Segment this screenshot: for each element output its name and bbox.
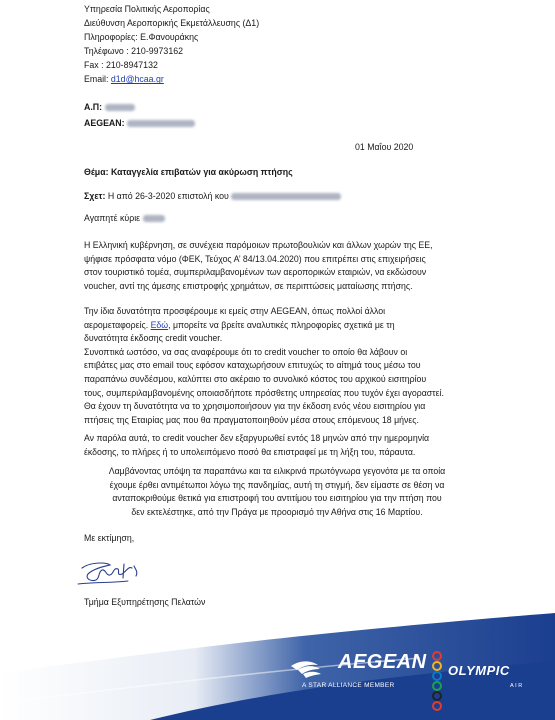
paragraph-line: παραπάνω συνδέσμου, καλύπτει στο ακέραιο το συνολικό κόστος του αρχικού εισιτηρίου: [84, 373, 427, 384]
paragraph-line: Θα έχουν τη δυνατότητα να το χρησιμοποιήσουν για την έκδοση ενός νέου εισιτηρίου για: [84, 401, 426, 412]
aegean-logo: AEGEAN: [338, 651, 427, 673]
paragraph-2: [84, 305, 444, 427]
redacted-name: [231, 193, 341, 200]
olympic-air-label: AIR: [510, 683, 524, 689]
letter-date: 01 Μαΐου 2020: [355, 142, 414, 152]
email-label: Email:: [84, 74, 111, 85]
paragraph-line: Αν παρόλα αυτά, το credit voucher δεν εξαργυρωθεί εντός 18 μηνών από την ημερομηνία: [84, 433, 430, 443]
paragraph-line: Λαμβάνοντας υπόψη τα παραπάνω και τα ειλικρινά πρωτόγνωρα γεγονότα με τα οποία: [108, 466, 446, 476]
signature: [76, 556, 156, 592]
email-link[interactable]: d1d@hcaa.gr: [110, 74, 164, 85]
line-start: αερομεταφορείς.: [84, 319, 151, 330]
paragraph-line: Συνοπτικά ωστόσο, να σας αναφέρουμε ότι το credit voucher το οποίο θα λάβουν οι: [84, 346, 408, 357]
paragraph-line: δεν εκτελέστηκε, από την Πράγα με προορισμό την Αθήνα στις 16 Μαρτίου.: [131, 506, 423, 517]
sender-header: [84, 2, 259, 87]
greeting-text: Αγαπητέ κύριε: [84, 213, 141, 223]
ap-line: [84, 99, 195, 115]
paragraph-line: voucher, αντί της άμεσης επιστροφής χρημάτων, σε περιπτώσεις ματαίωσης πτήσης.: [84, 280, 413, 291]
line-rest: , μπορείτε να βρείτε αναλυτικές πληροφορίες σχετικά με τη: [168, 319, 395, 330]
paragraph-3: [84, 432, 429, 459]
paragraph-line: Την ίδια δυνατότητα προσφέρουμε κι εμείς στην AEGEAN, όπως πολλοί άλλοι: [84, 306, 386, 316]
closing: Με εκτίμηση,: [84, 533, 135, 543]
paragraph-line: έχουμε έρθει αντιμέτωποι λόγω της πανδημίας, αυτή τη στιγμή, δεν είμαστε σε θέση να: [109, 479, 445, 490]
greeting: [84, 213, 165, 223]
info-contact: Πληροφορίες: Ε.Φανουράκης: [84, 32, 199, 43]
aegean-ref-label: AEGEAN:: [84, 118, 125, 128]
reference-numbers: [84, 99, 195, 131]
redacted-surname: [143, 215, 165, 222]
email-line: [84, 72, 259, 86]
reference-label: Σχετ:: [84, 191, 106, 201]
paragraph-line: έκδοσης, το πλήρες ή το υπολειπόμενο ποσό θα επιστραφεί με τη λήξη του, πάραυτα.: [84, 446, 416, 457]
paragraph-1: [84, 239, 433, 293]
aegean-ref-line: [84, 115, 195, 131]
redacted-aegean-ref: [127, 120, 195, 127]
olympic-logo: OLYMPIC: [448, 663, 510, 678]
reference-text: Η από 26-3-2020 επιστολή κου: [105, 191, 229, 201]
redacted-ap: [105, 104, 135, 111]
letter-subject: Θέμα: Καταγγελία επιβατών για ακύρωση πτήσης: [84, 167, 293, 177]
fax: Fax : 210-8947132: [84, 60, 158, 71]
paragraph-line: δυνατότητα έκδοσης credit voucher.: [84, 333, 223, 344]
paragraph-line: τους, συμπεριλαμβανομένης οποιασδήποτε πρόσθετης υπηρεσίας που τυχόν έχει αγοραστεί.: [84, 387, 444, 398]
info-link[interactable]: Εδώ: [150, 319, 169, 330]
star-alliance-label: A STAR ALLIANCE MEMBER: [302, 682, 395, 689]
paragraph-line: Η Ελληνική κυβέρνηση, σε συνέχεια παρόμοιων πρωτοβουλιών και άλλων χωρών της ΕΕ,: [84, 240, 433, 250]
reference-line: [84, 191, 341, 201]
paragraph-line: επιβάτες μας στο email τους εφόσον καταχωρήσουν επιτυχώς το αίτημά τους μέσω του: [84, 360, 421, 371]
directorate-name: Διεύθυνση Αεροπορικής Εκμετάλλευσης (Δ1): [84, 18, 260, 29]
department-name: Τμήμα Εξυπηρέτησης Πελατών: [84, 597, 206, 607]
paragraph-line: ανταποκριθούμε θετικά για επιστροφή του αντιτίμου του εισιτηρίου για την πτήση που: [112, 493, 442, 504]
ap-label: Α.Π:: [84, 102, 103, 112]
paragraph-4: [84, 465, 470, 519]
paragraph-line: στον τουριστικό τομέα, συμπεριλαμβανομένων των αεροπορικών εταιριών, να εκδώσουν: [84, 267, 427, 278]
paragraph-line: πτήσεις της Εταιρίας μας που θα πραγματοποιηθούν μέσα στους επόμενους 18 μήνες.: [84, 414, 419, 425]
authority-name: Υπηρεσία Πολιτικής Αεροπορίας: [84, 4, 210, 14]
paragraph-line: [84, 319, 444, 333]
paragraph-line: ψήφισε πρόσφατα νόμο (ΦΕΚ, Τεύχος Α’ 84/13.04.2020) που επιτρέπει στις επιχειρήσεις: [84, 253, 426, 264]
phone: Τηλέφωνο : 210-9973162: [84, 46, 183, 57]
